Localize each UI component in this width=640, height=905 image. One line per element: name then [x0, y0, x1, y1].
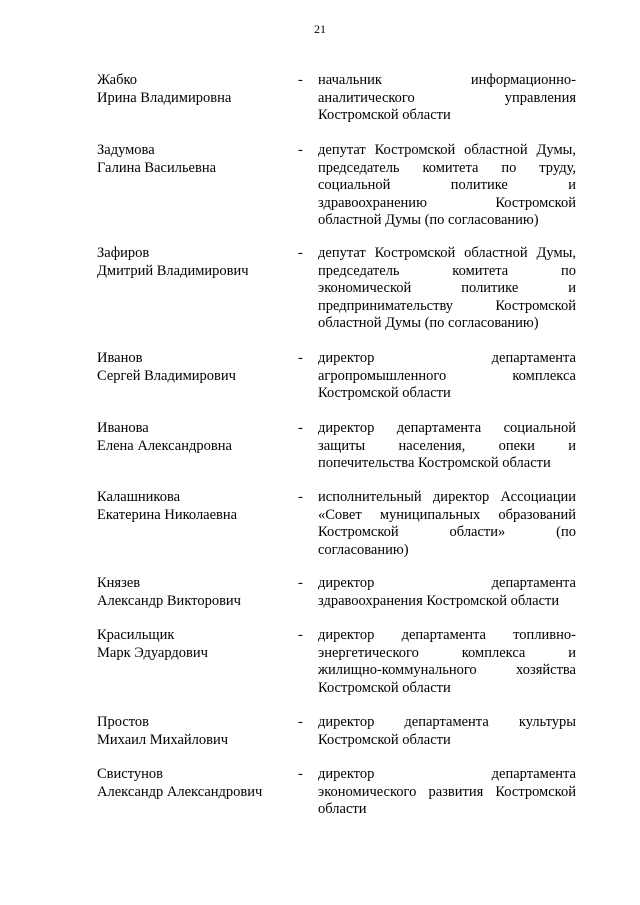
position-line: предпринимательству Костромской	[318, 297, 576, 314]
member-given-names: Ирина Владимировна	[97, 89, 232, 106]
position-line: директор департамента топливно-	[318, 627, 576, 643]
separator-dash: -	[298, 245, 303, 261]
separator-dash: -	[298, 420, 303, 436]
member-given-names: Михаил Михайлович	[97, 731, 229, 748]
position-line: попечительства Костромской области	[318, 455, 551, 471]
member-name	[97, 627, 287, 662]
position-line: депутат Костромской областной Думы,	[318, 142, 576, 158]
member-name	[97, 142, 287, 177]
member-given-names: Екатерина Николаевна	[97, 506, 238, 523]
separator-dash: -	[298, 575, 303, 591]
separator-dash: -	[298, 489, 303, 505]
position-line: согласованию)	[318, 541, 409, 558]
member-surname: Иванов	[97, 350, 143, 366]
position-line: области	[318, 801, 367, 817]
separator-dash: -	[298, 714, 303, 730]
member-given-names: Марк Эдуардович	[97, 644, 208, 661]
member-surname: Калашникова	[97, 489, 181, 505]
member-surname: Зафиров	[97, 245, 150, 261]
member-name	[97, 714, 287, 749]
member-surname: Жабко	[97, 72, 138, 88]
position-line: Костромской области» (по	[318, 524, 576, 540]
member-position	[318, 575, 576, 610]
position-line: областной Думы (по согласованию)	[318, 315, 539, 331]
position-line: директор департамента культуры	[318, 714, 576, 730]
position-line: начальник информационно-	[318, 72, 576, 88]
member-position	[318, 72, 576, 125]
position-line: Костромской области	[318, 385, 451, 401]
position-line: областной Думы (по согласованию)	[318, 212, 539, 228]
position-line: здравоохранению Костромской	[318, 194, 576, 211]
position-line: защиты населения, опеки и	[318, 437, 576, 454]
member-given-names: Сергей Владимирович	[97, 367, 236, 384]
member-given-names: Галина Васильевна	[97, 159, 217, 176]
member-name	[97, 350, 287, 385]
position-line: депутат Костромской областной Думы,	[318, 245, 576, 261]
member-given-names: Дмитрий Владимирович	[97, 262, 249, 279]
position-line: экономического развития Костромской	[318, 783, 576, 800]
position-line: Костромской области	[318, 731, 451, 748]
member-position	[318, 420, 576, 473]
member-position	[318, 627, 576, 697]
member-surname: Задумова	[97, 142, 155, 158]
member-position	[318, 766, 576, 819]
member-surname: Князев	[97, 575, 141, 591]
member-position	[318, 350, 576, 403]
member-surname: Красильщик	[97, 627, 175, 643]
separator-dash: -	[298, 627, 303, 643]
member-name	[97, 245, 287, 280]
member-surname: Простов	[97, 714, 150, 730]
member-position	[318, 245, 576, 333]
member-name	[97, 420, 287, 455]
member-surname: Свистунов	[97, 766, 163, 782]
position-line: директор департамента	[318, 350, 576, 366]
position-line: социальной политике и	[318, 177, 576, 193]
member-name	[97, 766, 287, 801]
member-given-names: Елена Александровна	[97, 437, 232, 454]
member-position	[318, 489, 576, 559]
member-position	[318, 142, 576, 230]
position-line: директор департамента	[318, 766, 576, 782]
member-position	[318, 714, 576, 749]
position-line: Костромской области	[318, 107, 451, 123]
position-line: председатель комитета по	[318, 262, 576, 279]
position-line: директор департамента	[318, 575, 576, 591]
member-name	[97, 489, 287, 524]
separator-dash: -	[298, 72, 303, 88]
separator-dash: -	[298, 350, 303, 366]
separator-dash: -	[298, 142, 303, 158]
position-line: «Совет муниципальных образований	[318, 506, 576, 523]
position-line: директор департамента социальной	[318, 420, 576, 436]
position-line: здравоохранения Костромской области	[318, 592, 560, 609]
position-line: энергетического комплекса и	[318, 644, 576, 661]
position-line: Костромской области	[318, 679, 451, 696]
separator-dash: -	[298, 766, 303, 782]
member-given-names: Александр Викторович	[97, 592, 241, 609]
member-name	[97, 72, 287, 107]
page-number: 21	[314, 22, 326, 36]
position-line: агропромышленного комплекса	[318, 367, 576, 384]
position-line: исполнительный директор Ассоциации	[318, 489, 576, 505]
position-line: жилищно-коммунального хозяйства	[318, 662, 576, 678]
member-name	[97, 575, 287, 610]
member-surname: Иванова	[97, 420, 149, 436]
member-given-names: Александр Александрович	[97, 783, 263, 800]
position-line: экономической политике и	[318, 280, 576, 296]
position-line: председатель комитета по труду,	[318, 159, 576, 176]
position-line: аналитического управления	[318, 89, 576, 106]
